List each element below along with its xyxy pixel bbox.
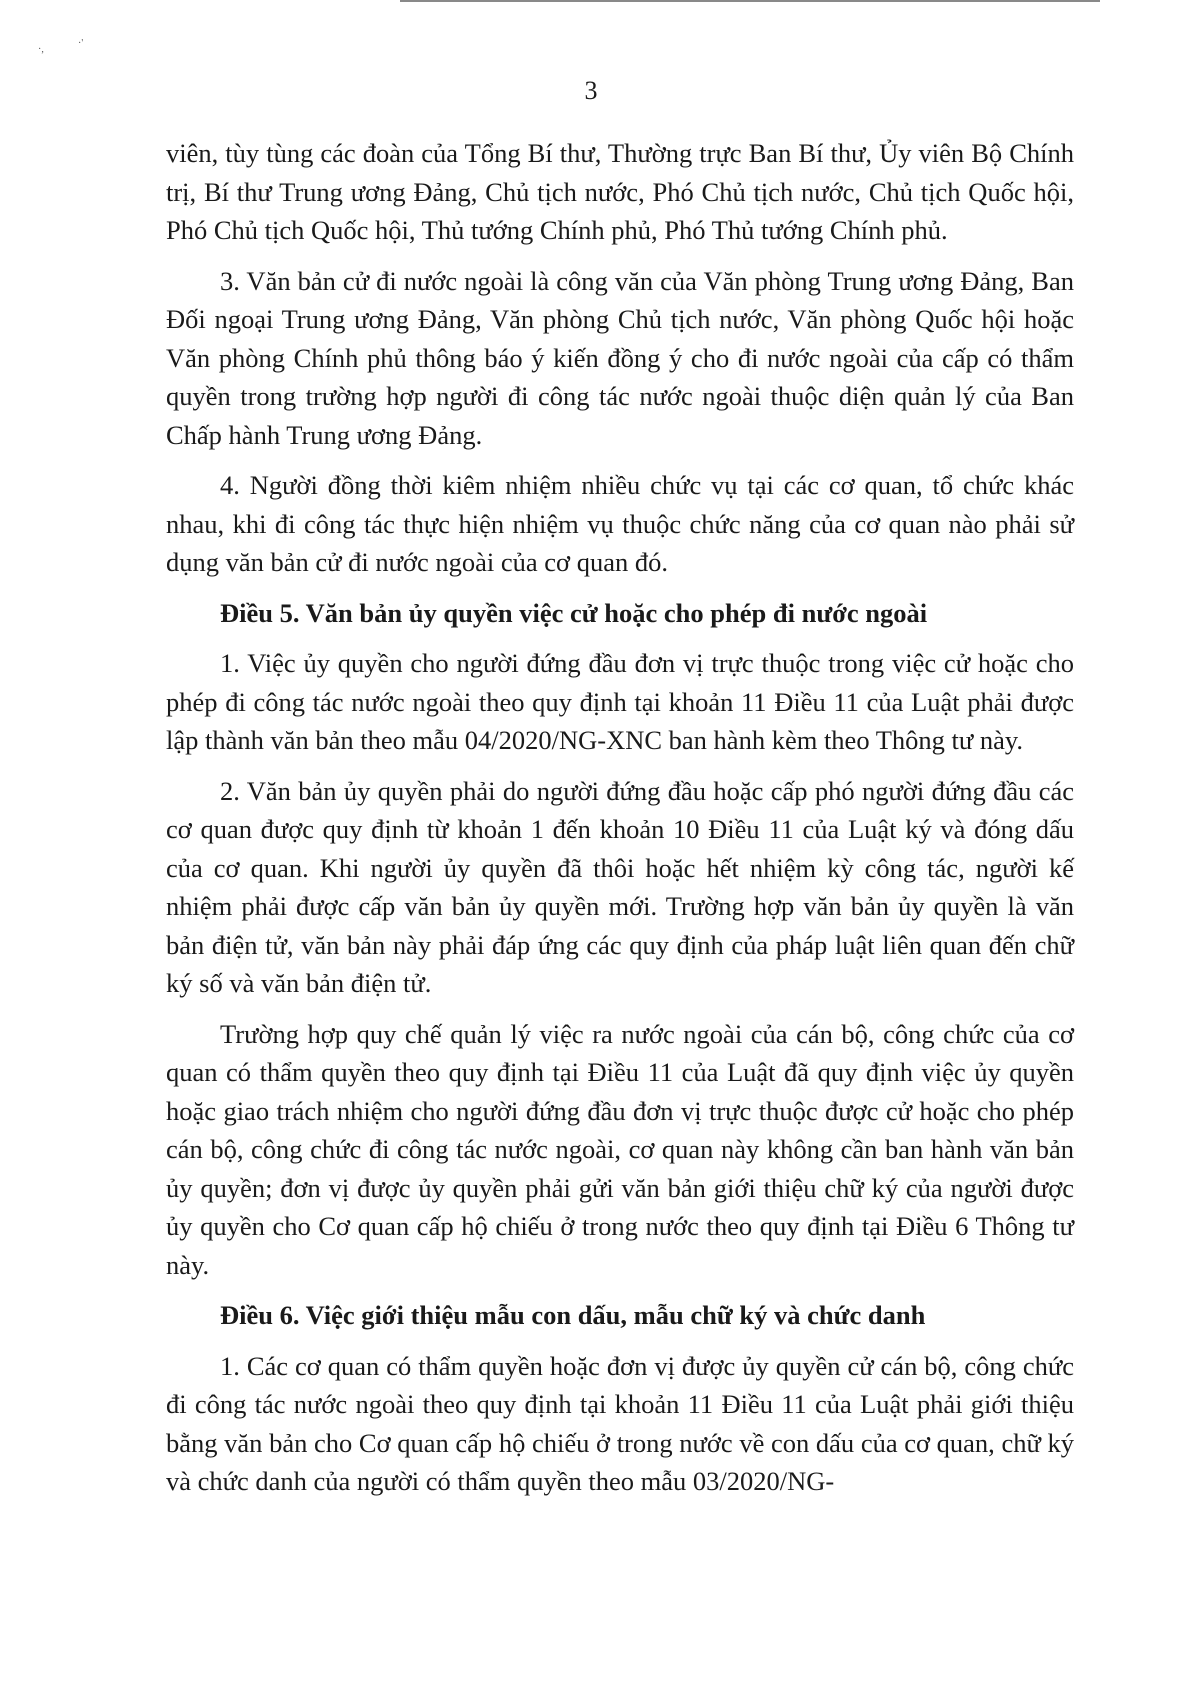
scan-edge-line xyxy=(400,0,1100,2)
paragraph: viên, tùy tùng các đoàn của Tổng Bí thư, Thường trực Ban Bí thư, Ủy viên Bộ Chính trị, Bí thư Trung ương Đảng, Chủ tịch nước, Phó Chủ tịch nước, Chủ tịch Quốc hội, Phó Chủ tịch Quốc hội, Thủ tướng Chính phủ, Phó Thủ tướng Chính phủ. xyxy=(166,138,1074,245)
paragraph: 1. Các cơ quan có thẩm quyền hoặc đơn vị được ủy quyền cử cán bộ, công chức đi công tác nước ngoài theo quy định tại khoản 11 Điều 11 của Luật phải giới thiệu bằng văn bản cho Cơ quan cấp hộ chiếu ở trong nước về con dấu của cơ quan, chữ ký và chức danh của người có thẩm quyền theo mẫu 03/2020/NG- xyxy=(166,1350,1074,1496)
article-heading: Điều 6. Việc giới thiệu mẫu con dấu, mẫu chữ ký và chức danh xyxy=(220,1300,926,1330)
article-heading: Điều 5. Văn bản ủy quyền việc cử hoặc cho phép đi nước ngoài xyxy=(220,597,928,628)
paragraph: 4. Người đồng thời kiêm nhiệm nhiều chức vụ tại các cơ quan, tổ chức khác nhau, khi đi công tác thực hiện nhiệm vụ thuộc chức năng của cơ quan nào phải sử dụng văn bản cử đi nước ngoài của cơ quan đó. xyxy=(166,470,1074,577)
paragraph: Trường hợp quy chế quản lý việc ra nước ngoài của cán bộ, công chức của cơ quan có thẩm quyền theo quy định tại Điều 11 của Luật đã quy định việc ủy quyền hoặc giao trách nhiệm cho người đứng đầu đơn vị trực thuộc được cử hoặc cho phép cán bộ, công chức đi công tác nước ngoài, cơ quan này không cần ban hành văn bản ủy quyền; đơn vị được ủy quyền phải gửi văn bản giới thiệu chữ ký của người được ủy quyền cho Cơ quan cấp hộ chiếu ở trong nước theo quy định tại Điều 6 Thông tư này. xyxy=(166,1018,1074,1280)
scan-mark: ·' xyxy=(78,38,84,49)
document-body xyxy=(166,134,1074,1513)
paragraph: 2. Văn bản ủy quyền phải do người đứng đầu hoặc cấp phó người đứng đầu các cơ quan được quy định từ khoản 1 đến khoản 10 Điều 11 của Luật ký và đóng dấu của cơ quan. Khi người ủy quyền đã thôi hoặc hết nhiệm kỳ công tác, người kế nhiệm phải được cấp văn bản ủy quyền mới. Trường hợp văn bản ủy quyền là văn bản điện tử, văn bản này phải đáp ứng các quy định của pháp luật liên quan đến chữ ký số và văn bản điện tử. xyxy=(166,775,1074,998)
scan-mark: ·, xyxy=(38,44,44,55)
paragraph: 3. Văn bản cử đi nước ngoài là công văn của Văn phòng Trung ương Đảng, Ban Đối ngoại Trung ương Đảng, Văn phòng Chủ tịch nước, Văn phòng Quốc hội hoặc Văn phòng Chính phủ thông báo ý kiến đồng ý cho đi nước ngoài của cấp có thẩm quyền trong trường hợp người đi công tác nước ngoài thuộc diện quản lý của Ban Chấp hành Trung ương Đảng. xyxy=(166,265,1074,450)
page-number: 3 xyxy=(584,76,598,105)
paragraph: 1. Việc ủy quyền cho người đứng đầu đơn vị trực thuộc trong việc cử hoặc cho phép đi công tác nước ngoài theo quy định tại khoản 11 Điều 11 của Luật phải được lập thành văn bản theo mẫu 04/2020/NG-XNC ban hành kèm theo Thông tư này. xyxy=(166,648,1074,755)
